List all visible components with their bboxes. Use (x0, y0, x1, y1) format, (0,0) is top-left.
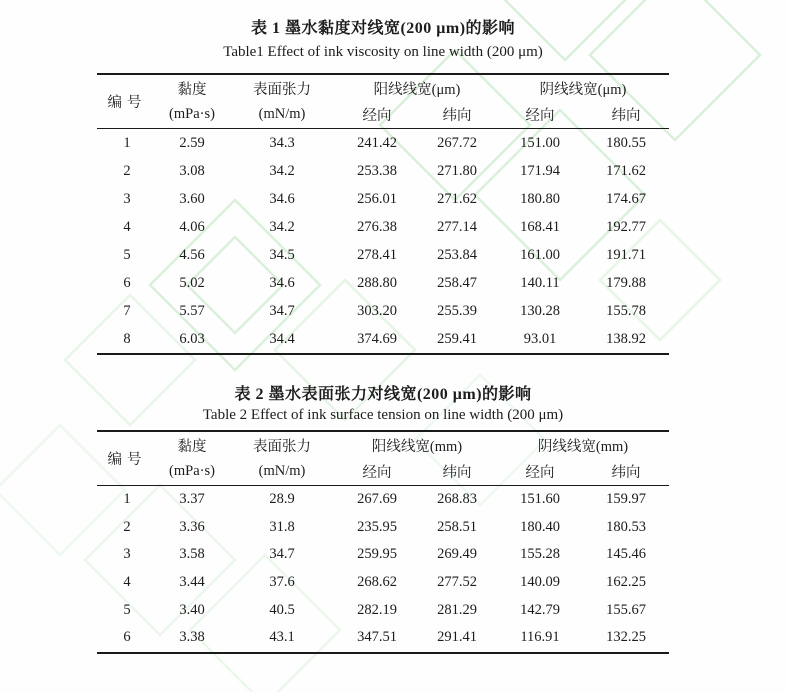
table-cell: 278.41 (357, 246, 397, 263)
table-cell: 34.2 (269, 218, 295, 235)
table-row (97, 241, 669, 269)
table-cell: 3.08 (179, 162, 205, 179)
table-cell: 268.83 (437, 491, 477, 508)
table-cell: 5 (123, 601, 131, 618)
table-cell: 180.80 (520, 190, 560, 207)
table-cell: 162.25 (606, 574, 646, 591)
table-cell: 1 (123, 134, 131, 151)
table-cell: 267.69 (357, 491, 397, 508)
header-id: 编号 (107, 452, 147, 468)
table-cell: 271.80 (437, 162, 477, 179)
header-negative-warp: 经向 (525, 108, 555, 125)
table-cell: 5.57 (179, 302, 205, 319)
table-cell: 3.40 (179, 601, 205, 618)
table-cell: 140.09 (520, 574, 560, 591)
table-cell: 161.00 (520, 246, 560, 263)
table-row (97, 297, 669, 325)
header-surface-tension: 表面张力 (253, 438, 311, 455)
table2-header (97, 431, 669, 486)
table-cell: 5.02 (179, 274, 205, 291)
table-cell: 282.19 (357, 601, 397, 618)
header-positive-line-width-group: 阳线线宽(mm) (371, 438, 463, 455)
table-row (97, 624, 669, 653)
table-cell: 34.3 (269, 134, 295, 151)
table-cell: 192.77 (606, 218, 646, 235)
table-cell: 171.62 (606, 162, 646, 179)
header-negative-warp: 经向 (525, 465, 555, 482)
table-cell: 93.01 (523, 330, 557, 347)
table-cell: 37.6 (269, 574, 295, 591)
header-viscosity-unit: (mPa·s) (169, 106, 215, 123)
table-cell: 3.37 (179, 491, 205, 508)
header-positive-weft: 纬向 (442, 465, 472, 482)
table-cell: 256.01 (357, 190, 397, 207)
table-cell: 180.53 (606, 518, 646, 535)
header-negative-line-width-group: 阴线线宽(μm) (539, 81, 627, 98)
table-cell: 268.62 (357, 574, 397, 591)
header-viscosity: 黏度 (177, 438, 207, 455)
table-cell: 2 (123, 518, 131, 535)
header-positive-line-width-group: 阳线线宽(μm) (373, 81, 461, 98)
table-cell: 130.28 (520, 302, 560, 319)
header-surface-tension-unit: (mN/m) (258, 463, 306, 480)
table-cell: 5 (123, 246, 131, 263)
header-negative-weft: 纬向 (611, 108, 641, 125)
table-cell: 43.1 (269, 629, 295, 646)
table-cell: 2 (123, 162, 131, 179)
table-cell: 4.56 (179, 246, 205, 263)
table1-container (97, 73, 669, 355)
table-cell: 4 (123, 574, 131, 591)
table-row (97, 596, 669, 624)
table1-header (97, 74, 669, 129)
table-cell: 31.8 (269, 518, 295, 535)
table-cell: 6 (123, 629, 131, 646)
table-cell: 3 (123, 546, 131, 563)
table-row (97, 213, 669, 241)
table1-title-en: Table1 Effect of ink viscosity on line width (200 μm) (223, 44, 543, 60)
table-cell: 145.46 (606, 546, 646, 563)
table-cell: 155.78 (606, 302, 646, 319)
table-cell: 267.72 (437, 134, 477, 151)
table-cell: 271.62 (437, 190, 477, 207)
table-cell: 191.71 (606, 246, 646, 263)
table2-container (97, 430, 669, 654)
table-cell: 6 (123, 274, 131, 291)
table-cell: 241.42 (357, 134, 397, 151)
table-cell: 180.40 (520, 518, 560, 535)
header-id: 编号 (107, 95, 147, 111)
table-cell: 276.38 (357, 218, 397, 235)
table-cell: 258.51 (437, 518, 477, 535)
table-cell: 8 (123, 330, 131, 347)
table-cell: 258.47 (437, 274, 477, 291)
header-viscosity-unit: (mPa·s) (169, 463, 215, 480)
table-cell: 235.95 (357, 518, 397, 535)
table-cell: 151.60 (520, 491, 560, 508)
table-cell: 179.88 (606, 274, 646, 291)
table-cell: 3.58 (179, 546, 205, 563)
table-cell: 155.28 (520, 546, 560, 563)
surface-tension-table (97, 430, 669, 654)
table-cell: 253.84 (437, 246, 477, 263)
table-cell: 34.2 (269, 162, 295, 179)
table-cell: 4 (123, 218, 131, 235)
table-cell: 34.6 (269, 190, 295, 207)
table-cell: 116.91 (520, 629, 560, 646)
table-cell: 7 (123, 302, 131, 319)
table-row (97, 541, 669, 569)
table-cell: 255.39 (437, 302, 477, 319)
table-row (97, 569, 669, 597)
table-cell: 140.11 (520, 274, 560, 291)
table-cell: 2.59 (179, 134, 205, 151)
table1-title-zh: 表 1 墨水黏度对线宽(200 μm)的影响 (250, 20, 516, 37)
table-cell: 138.92 (606, 330, 646, 347)
table-cell: 180.55 (606, 134, 646, 151)
header-negative-weft: 纬向 (611, 465, 641, 482)
table-cell: 347.51 (357, 629, 397, 646)
table-cell: 3.44 (179, 574, 205, 591)
table-row (97, 325, 669, 354)
table-cell: 174.67 (606, 190, 646, 207)
table-row (97, 129, 669, 158)
table-cell: 291.41 (437, 629, 477, 646)
table-cell: 132.25 (606, 629, 646, 646)
table-cell: 259.95 (357, 546, 397, 563)
table-cell: 303.20 (357, 302, 397, 319)
table-cell: 6.03 (179, 330, 205, 347)
table2-title-zh: 表 2 墨水表面张力对线宽(200 μm)的影响 (234, 386, 532, 403)
table-cell: 3.38 (179, 629, 205, 646)
table-cell: 374.69 (357, 330, 397, 347)
header-surface-tension-unit: (mN/m) (258, 106, 306, 123)
table-cell: 40.5 (269, 601, 295, 618)
table1-body (97, 129, 669, 355)
table-cell: 34.4 (269, 330, 295, 347)
table-cell: 34.5 (269, 246, 295, 263)
table-cell: 155.67 (606, 601, 646, 618)
header-viscosity: 黏度 (177, 81, 207, 98)
table-cell: 3.60 (179, 190, 205, 207)
header-positive-warp: 经向 (362, 108, 392, 125)
table-cell: 3 (123, 190, 131, 207)
table-cell: 277.14 (437, 218, 477, 235)
header-positive-warp: 经向 (362, 465, 392, 482)
table-cell: 277.52 (437, 574, 477, 591)
table-row (97, 514, 669, 542)
ink-viscosity-table (97, 73, 669, 355)
table-cell: 28.9 (269, 491, 295, 508)
header-surface-tension: 表面张力 (253, 81, 311, 98)
table-cell: 3.36 (179, 518, 205, 535)
table-cell: 4.06 (179, 218, 205, 235)
table-cell: 168.41 (520, 218, 560, 235)
table-cell: 142.79 (520, 601, 560, 618)
table-cell: 171.94 (520, 162, 560, 179)
table-cell: 281.29 (437, 601, 477, 618)
table-cell: 159.97 (606, 491, 646, 508)
table-row (97, 157, 669, 185)
table-cell: 151.00 (520, 134, 560, 151)
table-cell: 253.38 (357, 162, 397, 179)
table-cell: 269.49 (437, 546, 477, 563)
table-row (97, 486, 669, 514)
table-cell: 259.41 (437, 330, 477, 347)
table-cell: 34.7 (269, 546, 295, 563)
table-row (97, 185, 669, 213)
table-cell: 1 (123, 491, 131, 508)
table2-title-en: Table 2 Effect of ink surface tension on line width (200 μm) (202, 407, 564, 423)
table2-body (97, 486, 669, 653)
header-negative-line-width-group: 阴线线宽(mm) (537, 438, 629, 455)
table-cell: 34.7 (269, 302, 295, 319)
header-positive-weft: 纬向 (442, 108, 472, 125)
table-cell: 288.80 (357, 274, 397, 291)
table-row (97, 269, 669, 297)
table-cell: 34.6 (269, 274, 295, 291)
